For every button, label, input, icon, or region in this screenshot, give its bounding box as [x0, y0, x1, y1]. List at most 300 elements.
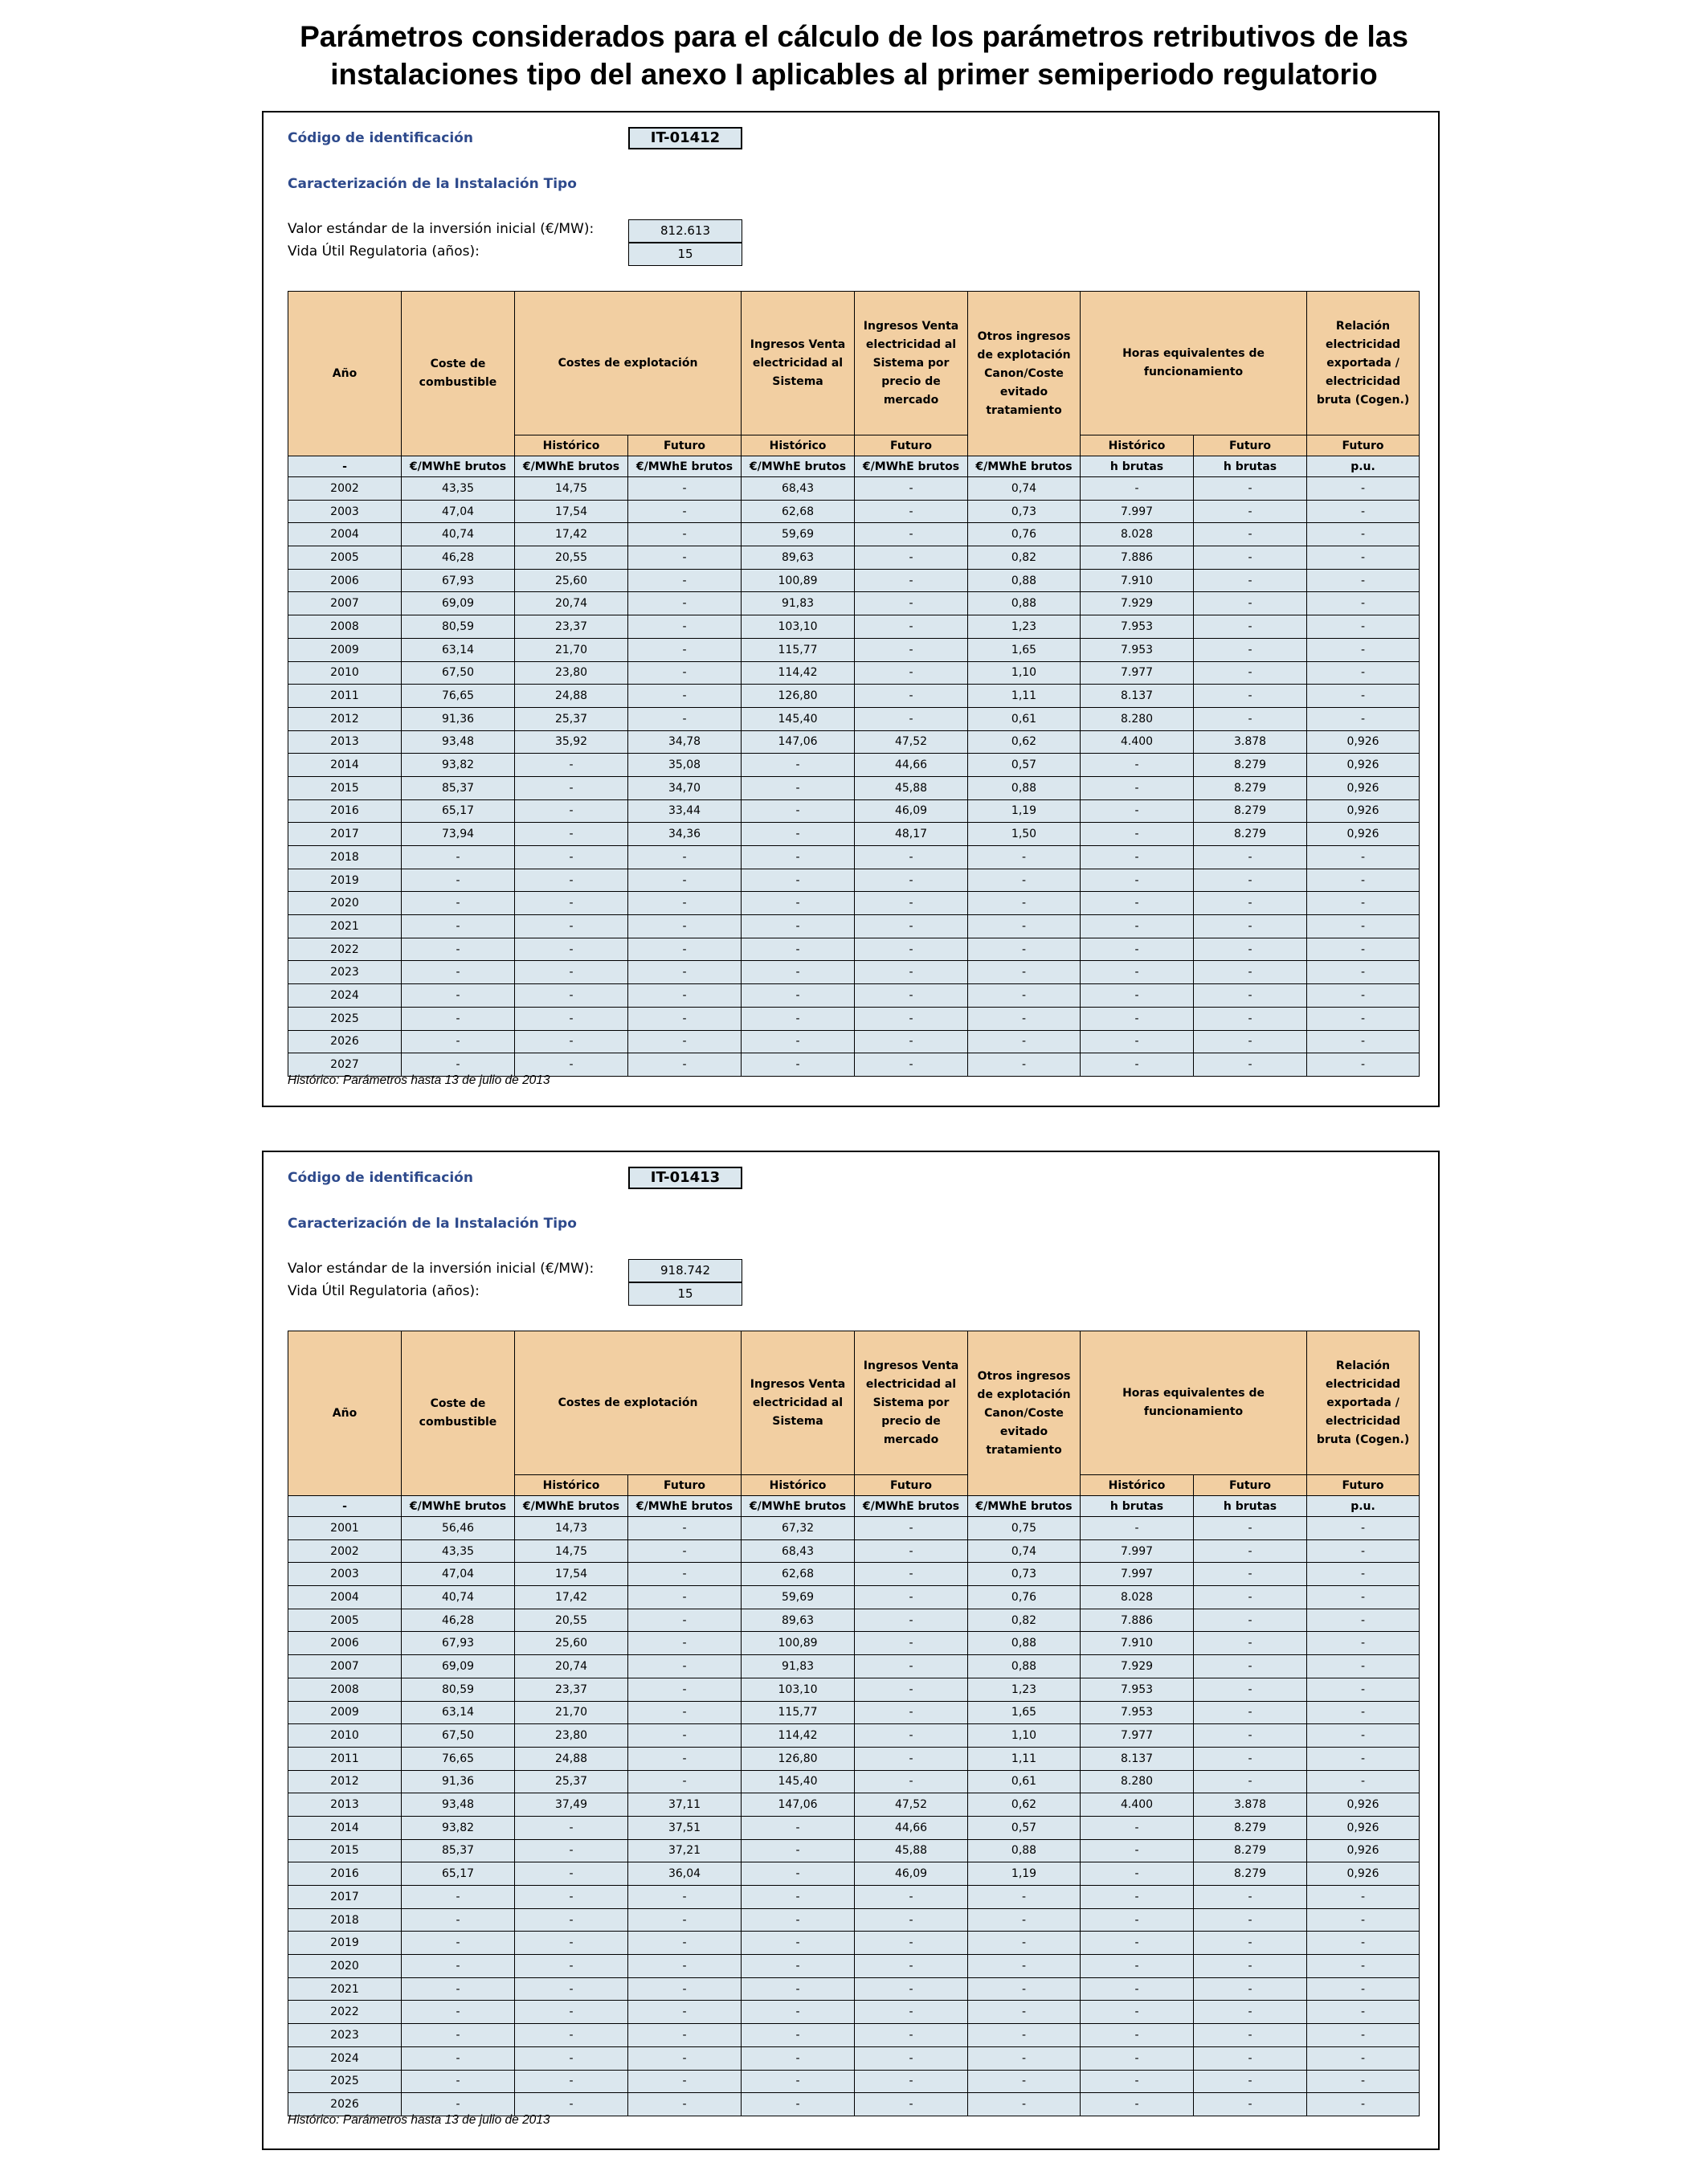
- data-cell: -: [855, 569, 968, 592]
- data-cell: -: [1194, 1770, 1307, 1793]
- data-cell: -: [1307, 1886, 1420, 1909]
- data-cell: 67,50: [402, 661, 515, 685]
- data-cell: 0,88: [968, 569, 1081, 592]
- table-row: [288, 1816, 1420, 1839]
- vida-util-label: Vida Útil Regulatoria (años):: [288, 243, 480, 260]
- data-cell: 35,08: [628, 754, 742, 777]
- year-cell: 2015: [288, 1839, 402, 1862]
- data-cell: -: [1081, 1862, 1194, 1886]
- data-cell: -: [628, 915, 742, 938]
- data-cell: -: [968, 1030, 1081, 1053]
- unit-cell: €/MWhE brutos: [515, 1496, 628, 1517]
- data-cell: 4.400: [1081, 730, 1194, 754]
- table-row: [288, 892, 1420, 915]
- page-title-line-2: instalaciones tipo del anexo I aplicables al primer semiperiodo regulatorio: [330, 58, 1378, 91]
- data-cell: -: [402, 1007, 515, 1030]
- data-cell: 43,35: [402, 477, 515, 501]
- data-cell: 69,09: [402, 1655, 515, 1678]
- data-cell: 147,06: [742, 1793, 855, 1817]
- data-cell: 115,77: [742, 638, 855, 661]
- data-cell: -: [628, 685, 742, 708]
- data-cell: 25,37: [515, 1770, 628, 1793]
- year-cell: 2018: [288, 846, 402, 869]
- data-cell: -: [628, 961, 742, 984]
- data-cell: -: [402, 2046, 515, 2070]
- data-cell: 62,68: [742, 500, 855, 523]
- data-cell: -: [855, 1908, 968, 1932]
- data-cell: -: [968, 2046, 1081, 2070]
- data-cell: -: [628, 1955, 742, 1978]
- data-cell: -: [628, 1007, 742, 1030]
- data-cell: 65,17: [402, 1862, 515, 1886]
- data-cell: -: [1081, 2070, 1194, 2093]
- data-cell: -: [855, 1655, 968, 1678]
- data-cell: -: [515, 2070, 628, 2093]
- data-cell: -: [628, 1563, 742, 1586]
- data-cell: 103,10: [742, 1678, 855, 1701]
- data-cell: -: [855, 961, 968, 984]
- unit-cell: €/MWhE brutos: [742, 1496, 855, 1517]
- data-cell: -: [855, 477, 968, 501]
- year-cell: 2005: [288, 1609, 402, 1632]
- data-cell: -: [1307, 523, 1420, 546]
- data-cell: 0,62: [968, 730, 1081, 754]
- data-cell: -: [968, 961, 1081, 984]
- data-cell: -: [1194, 1724, 1307, 1748]
- data-cell: 7.953: [1081, 638, 1194, 661]
- data-cell: -: [855, 1701, 968, 1724]
- data-cell: -: [628, 1977, 742, 2001]
- data-cell: -: [1307, 1539, 1420, 1563]
- data-cell: -: [628, 1609, 742, 1632]
- year-cell: 2024: [288, 2046, 402, 2070]
- data-cell: -: [1194, 615, 1307, 639]
- table-row: [288, 1747, 1420, 1770]
- table-row: [288, 984, 1420, 1008]
- data-cell: 25,60: [515, 569, 628, 592]
- year-cell: 2005: [288, 546, 402, 570]
- data-cell: -: [1307, 1586, 1420, 1609]
- data-cell: 145,40: [742, 1770, 855, 1793]
- unit-cell: -: [288, 456, 402, 477]
- data-cell: -: [628, 892, 742, 915]
- data-cell: 0,62: [968, 1793, 1081, 1817]
- year-cell: 2004: [288, 523, 402, 546]
- data-cell: -: [1307, 915, 1420, 938]
- data-cell: -: [742, 961, 855, 984]
- data-cell: 69,09: [402, 592, 515, 615]
- subheader-historico: Histórico: [1081, 1475, 1194, 1496]
- header-anio: Año: [288, 292, 402, 456]
- data-cell: 46,28: [402, 546, 515, 570]
- data-cell: -: [1081, 1030, 1194, 1053]
- subheader-futuro: Futuro: [1307, 435, 1420, 456]
- valor-inversion-label: Valor estándar de la inversión inicial (€/MW):: [288, 221, 595, 237]
- data-cell: -: [1081, 2024, 1194, 2047]
- data-cell: -: [402, 984, 515, 1008]
- data-cell: -: [742, 1862, 855, 1886]
- table-row: [288, 1977, 1420, 2001]
- data-cell: -: [855, 707, 968, 730]
- data-cell: 35,92: [515, 730, 628, 754]
- table-row: [288, 1886, 1420, 1909]
- data-cell: 34,36: [628, 823, 742, 846]
- data-cell: -: [1307, 500, 1420, 523]
- data-cell: 8.137: [1081, 685, 1194, 708]
- data-cell: 20,55: [515, 1609, 628, 1632]
- data-cell: -: [1307, 661, 1420, 685]
- table-row: [288, 938, 1420, 961]
- data-cell: 23,37: [515, 615, 628, 639]
- data-cell: -: [628, 1030, 742, 1053]
- data-cell: 63,14: [402, 1701, 515, 1724]
- data-cell: -: [855, 523, 968, 546]
- data-cell: -: [968, 1955, 1081, 1978]
- data-cell: -: [628, 846, 742, 869]
- data-cell: -: [742, 1007, 855, 1030]
- year-cell: 2002: [288, 477, 402, 501]
- data-cell: -: [742, 776, 855, 799]
- units-row: [288, 456, 1420, 477]
- data-cell: -: [515, 2024, 628, 2047]
- data-cell: -: [515, 1053, 628, 1077]
- table-row: [288, 1678, 1420, 1701]
- data-cell: -: [515, 892, 628, 915]
- data-cell: -: [855, 1053, 968, 1077]
- data-cell: -: [855, 661, 968, 685]
- data-cell: -: [1307, 892, 1420, 915]
- data-cell: -: [855, 846, 968, 869]
- data-cell: -: [968, 984, 1081, 1008]
- data-cell: 91,83: [742, 592, 855, 615]
- data-cell: -: [1081, 1955, 1194, 1978]
- installation-panel-1: [262, 111, 1440, 1107]
- data-cell: 7.929: [1081, 1655, 1194, 1678]
- data-cell: 89,63: [742, 1609, 855, 1632]
- unit-cell: €/MWhE brutos: [742, 456, 855, 477]
- data-cell: 85,37: [402, 1839, 515, 1862]
- data-cell: -: [1194, 938, 1307, 961]
- data-cell: 45,88: [855, 1839, 968, 1862]
- data-cell: 8.280: [1081, 1770, 1194, 1793]
- data-cell: -: [968, 1932, 1081, 1955]
- data-cell: -: [1194, 961, 1307, 984]
- data-cell: -: [742, 2070, 855, 2093]
- data-cell: -: [1307, 1908, 1420, 1932]
- data-cell: -: [968, 1886, 1081, 1909]
- data-cell: -: [855, 869, 968, 892]
- data-cell: 0,76: [968, 1586, 1081, 1609]
- data-cell: -: [1081, 799, 1194, 823]
- data-cell: 67,50: [402, 1724, 515, 1748]
- data-cell: 0,926: [1307, 1793, 1420, 1817]
- header-horas-equivalentes: Horas equivalentes de funcionamiento: [1081, 292, 1307, 435]
- data-cell: -: [742, 1816, 855, 1839]
- year-cell: 2002: [288, 1539, 402, 1563]
- data-cell: -: [1081, 1517, 1194, 1540]
- header-anio: Año: [288, 1331, 402, 1496]
- data-cell: -: [1194, 546, 1307, 570]
- data-cell: -: [515, 1030, 628, 1053]
- data-cell: -: [515, 2093, 628, 2116]
- data-cell: -: [855, 984, 968, 1008]
- data-cell: 17,54: [515, 1563, 628, 1586]
- data-cell: 25,60: [515, 1632, 628, 1655]
- data-cell: 7.997: [1081, 500, 1194, 523]
- data-cell: 0,57: [968, 754, 1081, 777]
- data-cell: -: [1307, 1747, 1420, 1770]
- data-cell: -: [855, 1632, 968, 1655]
- data-cell: -: [628, 546, 742, 570]
- table-row: [288, 592, 1420, 615]
- data-cell: -: [628, 2001, 742, 2024]
- unit-cell: €/MWhE brutos: [968, 456, 1081, 477]
- data-cell: 46,28: [402, 1609, 515, 1632]
- data-cell: 44,66: [855, 754, 968, 777]
- data-cell: 47,04: [402, 500, 515, 523]
- subheader-futuro: Futuro: [1194, 1475, 1307, 1496]
- year-cell: 2023: [288, 2024, 402, 2047]
- data-cell: -: [1307, 1955, 1420, 1978]
- table-row: [288, 2024, 1420, 2047]
- unit-cell: €/MWhE brutos: [855, 456, 968, 477]
- data-cell: -: [1194, 638, 1307, 661]
- subheader-historico: Histórico: [515, 435, 628, 456]
- unit-cell: €/MWhE brutos: [515, 456, 628, 477]
- data-cell: 20,74: [515, 592, 628, 615]
- data-cell: 47,52: [855, 1793, 968, 1817]
- data-cell: -: [628, 477, 742, 501]
- data-cell: -: [968, 1053, 1081, 1077]
- data-cell: -: [1307, 685, 1420, 708]
- data-cell: 0,926: [1307, 1839, 1420, 1862]
- codigo-label: Código de identificación: [288, 1170, 473, 1186]
- data-cell: -: [968, 2024, 1081, 2047]
- data-cell: -: [1307, 1609, 1420, 1632]
- data-cell: 1,65: [968, 1701, 1081, 1724]
- data-cell: -: [1194, 1563, 1307, 1586]
- data-cell: -: [855, 1724, 968, 1748]
- data-cell: -: [515, 938, 628, 961]
- parameters-table: [288, 291, 1420, 1077]
- data-cell: -: [1307, 569, 1420, 592]
- data-cell: -: [742, 869, 855, 892]
- subheader-historico: Histórico: [742, 1475, 855, 1496]
- table-row: [288, 799, 1420, 823]
- data-cell: -: [742, 1839, 855, 1862]
- year-cell: 2001: [288, 1517, 402, 1540]
- data-cell: 68,43: [742, 477, 855, 501]
- data-cell: -: [1194, 1908, 1307, 1932]
- header-otros-ingresos: Otros ingresos de explotación Canon/Coste evitado tratamiento: [968, 1331, 1081, 1496]
- table-row: [288, 615, 1420, 639]
- subheader-futuro: Futuro: [628, 435, 742, 456]
- year-cell: 2020: [288, 1955, 402, 1978]
- data-cell: -: [628, 1724, 742, 1748]
- installation-panel-2: [262, 1151, 1440, 2150]
- header-otros-ingresos: Otros ingresos de explotación Canon/Coste evitado tratamiento: [968, 292, 1081, 456]
- data-cell: -: [855, 500, 968, 523]
- data-cell: 1,23: [968, 615, 1081, 639]
- data-cell: -: [1307, 846, 1420, 869]
- data-cell: -: [1194, 1701, 1307, 1724]
- data-cell: 1,50: [968, 823, 1081, 846]
- subheader-futuro: Futuro: [1307, 1475, 1420, 1496]
- data-cell: -: [515, 915, 628, 938]
- data-cell: -: [402, 961, 515, 984]
- data-cell: 20,74: [515, 1655, 628, 1678]
- table-row: [288, 707, 1420, 730]
- data-cell: -: [1081, 892, 1194, 915]
- data-cell: -: [628, 984, 742, 1008]
- data-cell: -: [1081, 915, 1194, 938]
- year-cell: 2008: [288, 1678, 402, 1701]
- year-cell: 2027: [288, 1053, 402, 1077]
- data-cell: -: [1194, 846, 1307, 869]
- data-cell: -: [968, 869, 1081, 892]
- header-ingresos-venta-sistema: Ingresos Venta electricidad al Sistema: [742, 1331, 855, 1475]
- data-cell: 0,926: [1307, 799, 1420, 823]
- data-cell: -: [1307, 1932, 1420, 1955]
- data-cell: -: [515, 1816, 628, 1839]
- data-cell: -: [515, 2001, 628, 2024]
- subheader-historico: Histórico: [742, 435, 855, 456]
- data-cell: -: [1194, 984, 1307, 1008]
- year-cell: 2021: [288, 1977, 402, 2001]
- data-cell: -: [402, 1908, 515, 1932]
- data-cell: -: [1081, 2001, 1194, 2024]
- data-cell: -: [402, 846, 515, 869]
- data-cell: 8.279: [1194, 1862, 1307, 1886]
- data-cell: -: [1194, 1955, 1307, 1978]
- data-cell: -: [402, 869, 515, 892]
- data-cell: 8.279: [1194, 1839, 1307, 1862]
- data-cell: -: [1307, 1563, 1420, 1586]
- data-cell: -: [1307, 869, 1420, 892]
- data-cell: -: [855, 892, 968, 915]
- data-cell: -: [1194, 707, 1307, 730]
- data-cell: 1,11: [968, 685, 1081, 708]
- data-cell: -: [628, 707, 742, 730]
- year-cell: 2019: [288, 1932, 402, 1955]
- table-row: [288, 1517, 1420, 1540]
- table-row: [288, 569, 1420, 592]
- data-cell: -: [1307, 638, 1420, 661]
- data-cell: 8.280: [1081, 707, 1194, 730]
- table-row: [288, 776, 1420, 799]
- data-cell: 0,926: [1307, 823, 1420, 846]
- data-cell: -: [1194, 1053, 1307, 1077]
- data-cell: -: [1307, 2001, 1420, 2024]
- year-cell: 2010: [288, 661, 402, 685]
- data-cell: -: [742, 1886, 855, 1909]
- data-cell: -: [628, 1908, 742, 1932]
- subheader-futuro: Futuro: [1194, 435, 1307, 456]
- data-cell: -: [855, 615, 968, 639]
- data-cell: 85,37: [402, 776, 515, 799]
- data-cell: 7.953: [1081, 615, 1194, 639]
- data-cell: 46,09: [855, 1862, 968, 1886]
- year-cell: 2024: [288, 984, 402, 1008]
- year-cell: 2026: [288, 2093, 402, 2116]
- header-horas-equivalentes: Horas equivalentes de funcionamiento: [1081, 1331, 1307, 1475]
- data-cell: -: [1194, 1632, 1307, 1655]
- year-cell: 2016: [288, 1862, 402, 1886]
- data-cell: -: [628, 2070, 742, 2093]
- data-cell: 14,73: [515, 1517, 628, 1540]
- data-cell: 59,69: [742, 523, 855, 546]
- data-cell: -: [1081, 776, 1194, 799]
- year-cell: 2009: [288, 1701, 402, 1724]
- data-cell: -: [968, 846, 1081, 869]
- data-cell: 0,75: [968, 1517, 1081, 1540]
- table-row: [288, 846, 1420, 869]
- table-row: [288, 2001, 1420, 2024]
- data-cell: 0,88: [968, 592, 1081, 615]
- data-cell: 73,94: [402, 823, 515, 846]
- header-coste-combustible: Coste de combustible: [402, 1331, 515, 1496]
- data-cell: 0,926: [1307, 1862, 1420, 1886]
- header-costes-explotacion: Costes de explotación: [515, 292, 742, 435]
- data-cell: 17,54: [515, 500, 628, 523]
- data-cell: -: [855, 2001, 968, 2024]
- data-cell: 45,88: [855, 776, 968, 799]
- data-cell: -: [402, 1932, 515, 1955]
- header-ingresos-venta-sistema: Ingresos Venta electricidad al Sistema: [742, 292, 855, 435]
- data-cell: -: [515, 823, 628, 846]
- data-cell: -: [742, 2001, 855, 2024]
- data-cell: -: [1081, 477, 1194, 501]
- data-cell: 0,61: [968, 1770, 1081, 1793]
- data-cell: 103,10: [742, 615, 855, 639]
- data-cell: 0,88: [968, 1655, 1081, 1678]
- data-cell: -: [742, 915, 855, 938]
- unit-cell: h brutas: [1194, 1496, 1307, 1517]
- data-cell: -: [628, 569, 742, 592]
- data-cell: -: [1194, 869, 1307, 892]
- unit-cell: p.u.: [1307, 456, 1420, 477]
- data-cell: -: [402, 2070, 515, 2093]
- data-cell: 48,17: [855, 823, 968, 846]
- parameters-table: [288, 1331, 1420, 2116]
- units-row: [288, 1496, 1420, 1517]
- header-ingresos-venta-mercado: Ingresos Venta electricidad al Sistema por precio de mercado: [855, 1331, 968, 1475]
- data-cell: -: [1307, 1770, 1420, 1793]
- vida-util-value: 15: [628, 243, 742, 266]
- data-cell: -: [855, 1932, 968, 1955]
- data-cell: -: [1307, 961, 1420, 984]
- data-cell: 8.137: [1081, 1747, 1194, 1770]
- data-cell: -: [1194, 1517, 1307, 1540]
- data-cell: 40,74: [402, 1586, 515, 1609]
- data-cell: 62,68: [742, 1563, 855, 1586]
- data-cell: 7.886: [1081, 546, 1194, 570]
- data-cell: -: [628, 1539, 742, 1563]
- data-cell: 1,10: [968, 661, 1081, 685]
- data-cell: -: [1307, 938, 1420, 961]
- data-cell: -: [1081, 1977, 1194, 2001]
- data-cell: -: [628, 638, 742, 661]
- data-cell: -: [968, 2070, 1081, 2093]
- data-cell: -: [402, 2093, 515, 2116]
- data-cell: -: [1307, 1655, 1420, 1678]
- header-relacion-electricidad: Relación electricidad exportada / electricidad bruta (Cogen.): [1307, 1331, 1420, 1475]
- data-cell: -: [402, 1977, 515, 2001]
- data-cell: 1,19: [968, 1862, 1081, 1886]
- data-cell: -: [1194, 500, 1307, 523]
- table-row: [288, 961, 1420, 984]
- data-cell: 0,74: [968, 1539, 1081, 1563]
